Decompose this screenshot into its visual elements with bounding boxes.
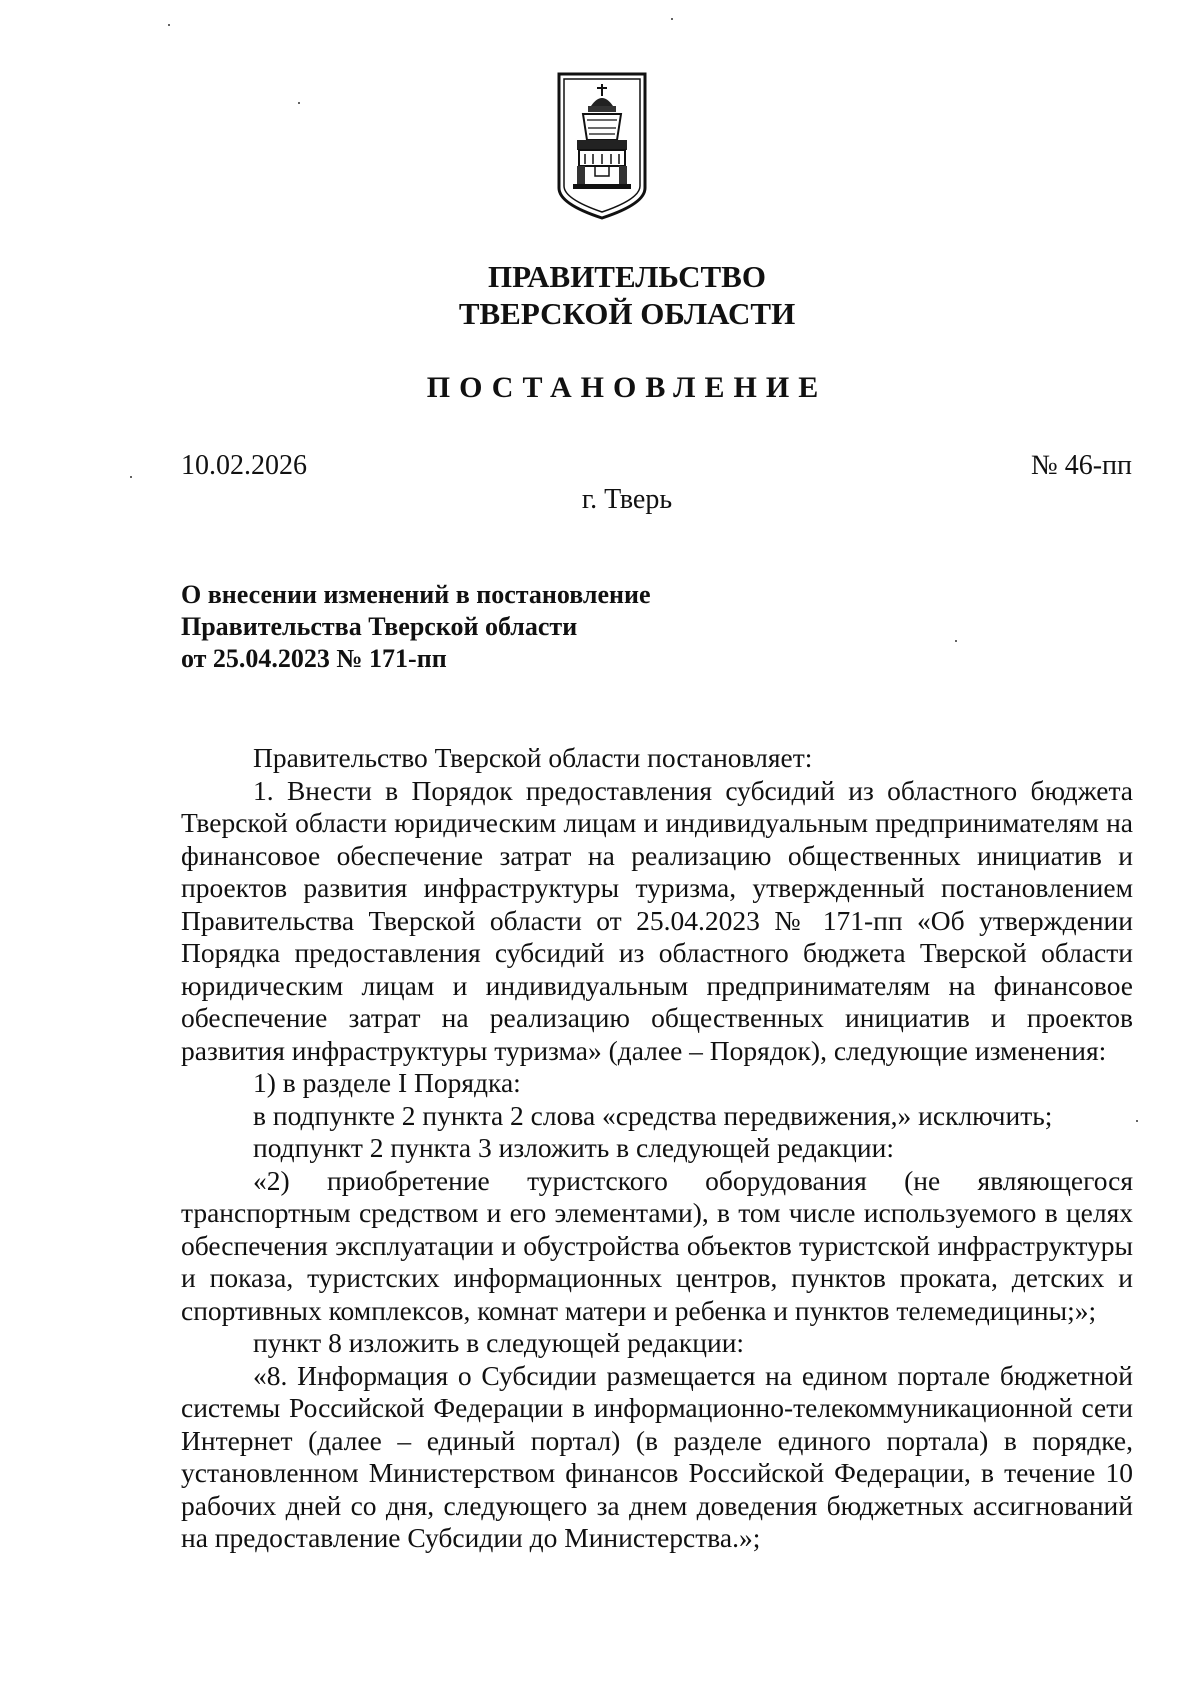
- body-paragraph: подпункт 2 пункта 3 изложить в следующей редакции:: [253, 1132, 894, 1163]
- scan-speck: [168, 24, 170, 26]
- scan-speck: [298, 102, 300, 104]
- title-line2: Правительства Тверской области: [181, 612, 578, 641]
- body-paragraph: пункт 8 изложить в следующей редакции:: [253, 1327, 745, 1358]
- organization-name-line2: ТВЕРСКОЙ ОБЛАСТИ: [458, 296, 796, 331]
- document-type: ПОСТАНОВЛЕНИЕ: [426, 371, 828, 404]
- scan-speck: [671, 18, 673, 20]
- organization-name-line1: ПРАВИТЕЛЬСТВО: [488, 259, 766, 294]
- document-body: [181, 742, 1133, 1555]
- body-paragraph: 1. Внести в Порядок предоставления субсидий из областного бюджета Тверской области юридическим лицам и индивидуальным предпринимателям на финансовое обеспечение затрат на реализацию общественных инициатив и проектов развития инфраструктуры туризма, утвержденный постановлением Правительства Тверской области от 25.04.2023 № 171-пп «Об утверждении Порядка предоставления субсидий из областного бюджета Тверской области юридическим лицам и индивидуальным предпринимателям на финансовое обеспечение затрат на реализацию общественных инициатив и проектов развития инфраструктуры туризма» (далее – Порядок), следующие изменения:: [181, 774, 1133, 1066]
- document-number: № 46-пп: [1030, 450, 1132, 481]
- body-paragraph: Правительство Тверской области постановляет:: [253, 742, 813, 773]
- document-city: г. Тверь: [581, 484, 673, 515]
- title-line1: О внесении изменений в постановление: [181, 580, 651, 609]
- scan-speck: [1136, 1120, 1138, 1122]
- document-date: 10.02.2026: [181, 450, 307, 481]
- document-title: [181, 579, 881, 675]
- body-paragraph: «8. Информация о Субсидии размещается на едином портале бюджетной системы Российской Федерации в информационно-телекоммуникационной сети Интернет (далее – единый портал) (в разделе единого портала) в порядке, установленном Министерством финансов Российской Федерации, в течение 10 рабочих дней со дня, следующего за днем доведения бюджетных ассигнований на предоставление Субсидии до Министерства.»;: [181, 1359, 1133, 1553]
- title-line3: от 25.04.2023 № 171-пп: [181, 644, 447, 673]
- body-paragraph: «2) приобретение туристского оборудования (не являющегося транспортным средством и его элементами), в том числе используемого в целях обеспечения эксплуатации и обустройства объектов туристской инфраструктуры и показа, туристских информационных центров, пунктов проката, детских и спортивных комплексов, комнат матери и ребенка и пунктов телемедицины;»;: [181, 1164, 1133, 1326]
- body-paragraph: 1) в разделе I Порядка:: [253, 1067, 521, 1098]
- scan-speck: [955, 640, 957, 642]
- body-paragraph: в подпункте 2 пункта 2 слова «средства передвижения,» исключить;: [253, 1099, 1053, 1131]
- tver-coat-of-arms-icon: [555, 70, 649, 222]
- scan-speck: [130, 476, 132, 478]
